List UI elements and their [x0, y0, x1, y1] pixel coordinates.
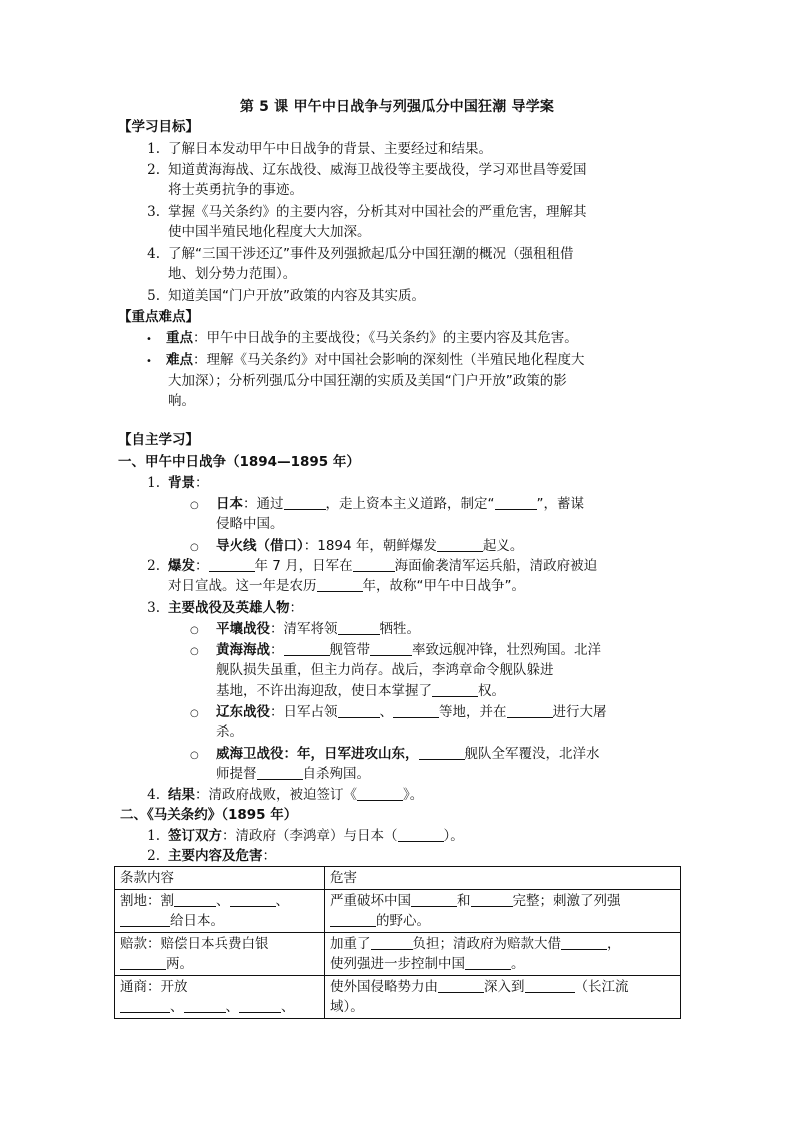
weihaiwei-line-cont: 师提督 自杀殉国。: [216, 766, 370, 782]
treaty-table: [114, 866, 681, 1019]
fill-blank[interactable]: [284, 495, 326, 510]
outbreak-item-cont: 对日宣战。这一年是农历 年，故称“甲午中日战争”。: [168, 578, 525, 594]
goal-item-5: 5. 知道美国“门户开放”政策的内容及其实质。: [147, 288, 425, 304]
difficult-point-cont-1: 大加深）；分析列强瓜分中国狂潮的实质及美国“门户开放”政策的影: [168, 373, 567, 389]
table-header-row: [115, 867, 681, 890]
fill-blank[interactable]: [561, 935, 607, 950]
goal-item-2-cont: 将士英勇抗争的事迹。: [168, 182, 303, 198]
circle-bullet-icon: ○: [190, 646, 199, 657]
liaodong-line: ○ 辽东战役：日军占领 、 等地，并在 进行大屠: [190, 702, 607, 724]
fill-blank[interactable]: [353, 557, 395, 572]
outbreak-item: 2. 爆发： 年 7 月，日军在 海面偷袭清军运兵船，清政府被迫: [147, 558, 598, 574]
fill-blank[interactable]: [437, 537, 483, 552]
fill-blank[interactable]: [357, 786, 403, 801]
difficult-point-cont-2: 响。: [168, 393, 195, 409]
background-item: 1. 背景：: [147, 475, 209, 491]
fill-blank[interactable]: [398, 827, 444, 842]
japan-line: ○ 日本：通过 ，走上资本主义道路，制定“ ”，蓄谋: [190, 494, 584, 516]
fill-blank[interactable]: [257, 765, 303, 780]
fill-blank[interactable]: [209, 557, 255, 572]
fill-blank[interactable]: [465, 955, 511, 970]
key-heading: 【重点难点】: [118, 309, 199, 325]
fill-blank[interactable]: [230, 892, 276, 907]
table-row: [115, 933, 681, 976]
fill-blank[interactable]: [284, 641, 330, 656]
fill-blank[interactable]: [393, 703, 439, 718]
circle-bullet-icon: ○: [190, 500, 199, 511]
bullet-icon: •: [146, 356, 152, 367]
fill-blank[interactable]: [120, 912, 170, 927]
goal-item-3-cont: 使中国半殖民地化程度大大加深。: [168, 224, 371, 240]
table-cell: 通商：开放 、 、 、: [115, 976, 325, 1019]
content-item: 2. 主要内容及危害：: [147, 848, 276, 864]
section-1-heading: 一、甲午中日战争（1894—1895 年）: [118, 454, 360, 470]
fill-blank[interactable]: [507, 703, 553, 718]
circle-bullet-icon: ○: [190, 708, 199, 719]
circle-bullet-icon: ○: [190, 750, 199, 761]
fill-blank[interactable]: [184, 998, 226, 1013]
self-study-heading: 【自主学习】: [118, 432, 199, 448]
pyongyang-line: ○ 平壤战役：清军将领 牺牲。: [190, 619, 420, 641]
circle-bullet-icon: ○: [190, 625, 199, 636]
yellow-sea-line: ○ 黄海海战： 舰管带 率致远舰冲锋，壮烈殉国。北洋: [190, 640, 601, 662]
fill-blank[interactable]: [330, 912, 376, 927]
fill-blank[interactable]: [370, 641, 412, 656]
result-item: 4. 结果：清政府战败，被迫签订《 》。: [147, 787, 424, 803]
fill-blank[interactable]: [120, 998, 170, 1013]
goal-item-3: 3. 掌握《马关条约》的主要内容，分析其对中国社会的严重危害，理解其: [147, 204, 587, 220]
table-cell: 赔款：赔偿日本兵费白银 两。: [115, 933, 325, 976]
yellow-sea-line-cont-2: 基地，不许出海迎敌，使日本掌握了 权。: [216, 683, 505, 699]
battles-item: 3. 主要战役及英雄人物：: [147, 600, 303, 616]
fill-blank[interactable]: [432, 682, 478, 697]
goals-heading: 【学习目标】: [118, 119, 199, 135]
table-header-harm: 危害: [325, 867, 681, 890]
japan-line-cont: 侵略中国。: [216, 516, 284, 532]
goal-item-4: 4. 了解“三国干涉还辽”事件及列强掀起瓜分中国狂潮的概况（强租租借: [147, 246, 574, 262]
fill-blank[interactable]: [371, 935, 413, 950]
section-2-heading: 二、《马关条约》（1895 年）: [120, 807, 298, 823]
bullet-icon: •: [146, 334, 152, 345]
fill-blank[interactable]: [317, 577, 363, 592]
table-header-clause: 条款内容: [115, 867, 325, 890]
goal-item-1: 1. 了解日本发动甲午中日战争的背景、主要经过和结果。: [147, 141, 492, 157]
table-cell: 加重了 负担；清政府为赔款大借 ， 使列强进一步控制中国 。: [325, 933, 681, 976]
table-row: [115, 976, 681, 1019]
signing-item: 1. 签订双方：清政府（李鸿章）与日本（ ）。: [147, 828, 464, 844]
fill-blank[interactable]: [525, 978, 575, 993]
fill-blank[interactable]: [338, 703, 380, 718]
table-row: [115, 890, 681, 933]
table-cell: 割地：割 、 、 给日本。: [115, 890, 325, 933]
key-point: • 重点：甲午中日战争的主要战役；《马关条约》的主要内容及其危害。: [146, 328, 578, 350]
fill-blank[interactable]: [495, 495, 537, 510]
fill-blank[interactable]: [438, 978, 484, 993]
fill-blank[interactable]: [120, 955, 166, 970]
weihaiwei-line: ○ 威海卫战役：年，日军进攻山东， 舰队全军覆没，北洋水: [190, 744, 600, 766]
fill-blank[interactable]: [239, 998, 281, 1013]
fill-blank[interactable]: [411, 892, 457, 907]
goal-item-4-cont: 地、划分势力范围）。: [168, 266, 297, 282]
table-cell: 严重破坏中国 和 完整；刺激了列强 的野心。: [325, 890, 681, 933]
fill-blank[interactable]: [338, 620, 380, 635]
fill-blank[interactable]: [174, 892, 216, 907]
goal-item-2: 2. 知道黄海海战、辽东战役、威海卫战役等主要战役，学习邓世昌等爱国: [147, 162, 587, 178]
yellow-sea-line-cont-1: 舰队损失虽重，但主力尚存。战后，李鸿章命令舰队躲进: [216, 662, 554, 678]
fuse-line: ○ 导火线（借口）：1894 年，朝鲜爆发 起义。: [190, 536, 523, 558]
fill-blank[interactable]: [419, 745, 465, 760]
liaodong-line-cont: 杀。: [216, 724, 243, 740]
difficult-point: • 难点：理解《马关条约》对中国社会影响的深刻性（半殖民地化程度大: [146, 350, 585, 372]
table-cell: 使外国侵略势力由 深入到 （长江流 域）。: [325, 976, 681, 1019]
fill-blank[interactable]: [471, 892, 513, 907]
page-title: 第 5 课 甲午中日战争与列强瓜分中国狂潮 导学案: [239, 99, 555, 115]
circle-bullet-icon: ○: [190, 542, 199, 553]
